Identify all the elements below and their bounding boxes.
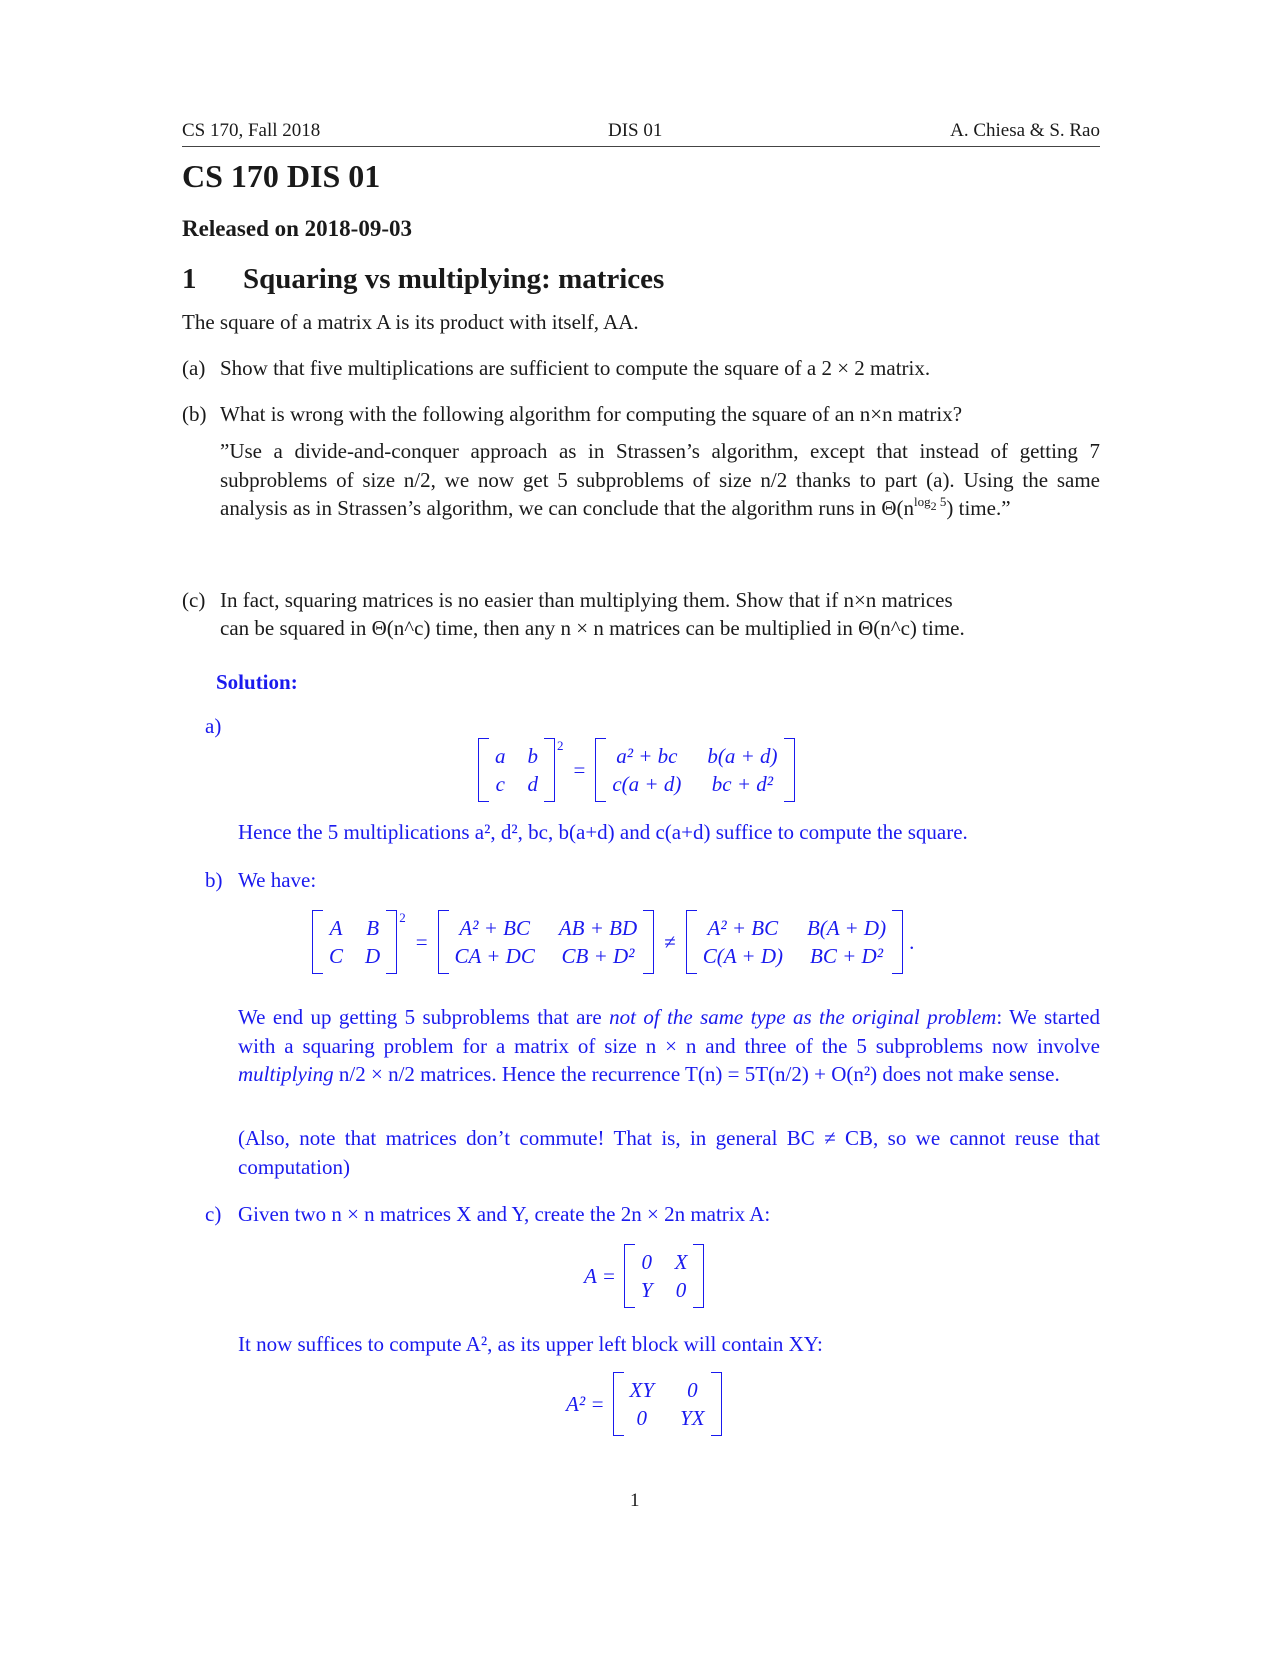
matrix-cell: A² + BC bbox=[459, 916, 530, 940]
not-equal-sign: ≠ bbox=[664, 929, 676, 954]
equals-sign: = bbox=[573, 757, 586, 782]
quote-log: log bbox=[914, 494, 931, 509]
solution-b-label: b) bbox=[205, 868, 223, 892]
left-bracket bbox=[686, 910, 697, 974]
header-course: CS 170, Fall 2018 bbox=[182, 120, 321, 141]
para-text: : We started with a squaring problem for a matrix of size n × n and three of the 5 subproblems now involve bbox=[238, 1005, 1100, 1058]
matrix-cell: CA + DC bbox=[454, 944, 535, 968]
left-bracket bbox=[478, 738, 489, 802]
part-b-text: What is wrong with the following algorithm for computing the square of an n×n matrix? bbox=[220, 402, 963, 426]
matrix-cell: D bbox=[365, 944, 381, 968]
matrix-cell: A bbox=[329, 916, 343, 940]
para-emphasis: multiplying bbox=[238, 1062, 334, 1086]
part-b-quote bbox=[220, 437, 1100, 523]
part-b-label: (b) bbox=[182, 402, 207, 426]
quote-exponent bbox=[914, 494, 947, 513]
solution-c-label: c) bbox=[205, 1202, 222, 1226]
part-a-label: (a) bbox=[182, 356, 206, 380]
solution-b-paragraph-1 bbox=[238, 1003, 1100, 1089]
matrix-cell: B(A + D) bbox=[806, 916, 887, 940]
solution-b-paragraph-2: (Also, note that matrices don’t commute! That is, in general BC ≠ CB, so we cannot reuse that computation) bbox=[238, 1126, 1100, 1179]
right-bracket bbox=[693, 1244, 704, 1308]
matrix-cell: Y bbox=[640, 1278, 653, 1302]
quote-end: ) time.” bbox=[946, 496, 1011, 520]
matrix-cell: b(a + d) bbox=[707, 744, 778, 768]
equation-period: . bbox=[909, 929, 915, 954]
header-doc-id: DIS 01 bbox=[608, 120, 663, 141]
matrix-cell: 0 bbox=[641, 1250, 652, 1274]
matrix-cell: b bbox=[527, 744, 538, 768]
right-bracket bbox=[643, 910, 654, 974]
matrix-abcd bbox=[489, 740, 544, 800]
intro-text: The square of a matrix A is its product with itself, AA. bbox=[182, 310, 639, 334]
matrix-cell: AB + BD bbox=[558, 916, 638, 940]
matrix-cell: B bbox=[366, 916, 380, 940]
matrix-block-product bbox=[449, 912, 644, 972]
matrix-cell: 0 bbox=[687, 1378, 698, 1402]
solution-b-equation bbox=[312, 910, 914, 974]
solution-a-label: a) bbox=[205, 714, 222, 738]
solution-a-conclusion: Hence the 5 multiplications a², d², bc, b(a+d) and c(a+d) suffice to compute the square. bbox=[238, 820, 968, 844]
page-title: CS 170 DIS 01 bbox=[182, 158, 381, 194]
matrix-A-cells bbox=[635, 1246, 694, 1306]
matrix-cell: 0 bbox=[636, 1406, 648, 1430]
left-bracket bbox=[595, 738, 606, 802]
left-bracket bbox=[438, 910, 449, 974]
matrix-block-wrong bbox=[697, 912, 892, 972]
right-bracket bbox=[544, 738, 555, 802]
matrix-cell: BC + D² bbox=[810, 944, 884, 968]
matrix-cell: c bbox=[495, 772, 505, 796]
para-text: We end up getting 5 subproblems that are bbox=[238, 1005, 610, 1029]
matrix-cell: 0 bbox=[675, 1278, 687, 1302]
matrix-cell: CB + D² bbox=[561, 944, 635, 968]
quote-main: ”Use a divide-and-conquer approach as in Strassen’s algorithm, except that instead of getting 7 subproblems of size n/2, we now get 5 subproblems of size n/2 thanks to part (a). Using the same analysis as in Strassen’s algorithm, we can conclude that the algorithm runs in Θ(n bbox=[220, 439, 1100, 520]
matrix-ABCD bbox=[323, 912, 386, 972]
part-c-text-line2: can be squared in Θ(n^c) time, then any n × n matrices can be multiplied in Θ(n^c) time. bbox=[220, 616, 965, 640]
solution-c-matrix-A-squared bbox=[566, 1372, 722, 1436]
right-bracket bbox=[711, 1372, 722, 1436]
matrix-cell: c(a + d) bbox=[612, 772, 682, 796]
matrix-cell: a² + bc bbox=[616, 744, 678, 768]
section-number: 1 bbox=[182, 263, 197, 295]
matrix-cell: a bbox=[495, 744, 506, 768]
part-a-text: Show that five multiplications are sufficient to compute the square of a 2 × 2 matrix. bbox=[220, 356, 931, 380]
header-authors: A. Chiesa & S. Rao bbox=[950, 120, 1100, 141]
para-emphasis: not of the same type as the original problem bbox=[609, 1005, 997, 1029]
part-c-label: (c) bbox=[182, 588, 206, 612]
para-text: n/2 × n/2 matrices. Hence the recurrence T(n) = 5T(n/2) + O(n²) does not make sense. bbox=[333, 1062, 1060, 1086]
matrix-square-result bbox=[606, 740, 783, 800]
right-bracket bbox=[784, 738, 795, 802]
solution-heading: Solution: bbox=[216, 670, 298, 694]
matrix-cell: XY bbox=[629, 1378, 655, 1402]
solution-c-matrix-A bbox=[584, 1244, 704, 1308]
matrix-cell: YX bbox=[680, 1406, 705, 1430]
running-header bbox=[182, 118, 1100, 147]
matrix-cell: C bbox=[329, 944, 344, 968]
matrix-cell: d bbox=[527, 772, 538, 796]
solution-c-intro: Given two n × n matrices X and Y, create the 2n × 2n matrix A: bbox=[238, 1202, 771, 1226]
release-date: Released on 2018-09-03 bbox=[182, 216, 412, 241]
matrix-A2-label: A² = bbox=[566, 1391, 605, 1416]
quote-log-arg: 5 bbox=[936, 494, 947, 509]
quote-log-base: 2 bbox=[930, 499, 937, 513]
matrix-cell: bc + d² bbox=[711, 772, 774, 796]
left-bracket bbox=[624, 1244, 635, 1308]
right-bracket bbox=[892, 910, 903, 974]
matrix-cell: X bbox=[674, 1250, 688, 1274]
square-exponent: 2 bbox=[557, 738, 564, 753]
matrix-cell: A² + BC bbox=[707, 916, 779, 940]
solution-b-intro: We have: bbox=[238, 868, 317, 892]
solution-a-equation bbox=[478, 738, 795, 802]
matrix-A-label: A = bbox=[584, 1263, 616, 1288]
matrix-cell: C(A + D) bbox=[702, 944, 783, 968]
left-bracket bbox=[312, 910, 323, 974]
equals-sign: = bbox=[415, 929, 428, 954]
square-exponent: 2 bbox=[399, 910, 406, 925]
section-title: Squaring vs multiplying: matrices bbox=[243, 263, 665, 295]
solution-c-middle-text: It now suffices to compute A², as its upper left block will contain XY: bbox=[238, 1332, 823, 1356]
part-c-text-line1: In fact, squaring matrices is no easier than multiplying them. Show that if n×n matrices bbox=[220, 588, 953, 612]
matrix-A2-cells bbox=[624, 1374, 711, 1434]
right-bracket bbox=[386, 910, 397, 974]
page-number: 1 bbox=[630, 1490, 640, 1511]
left-bracket bbox=[613, 1372, 624, 1436]
